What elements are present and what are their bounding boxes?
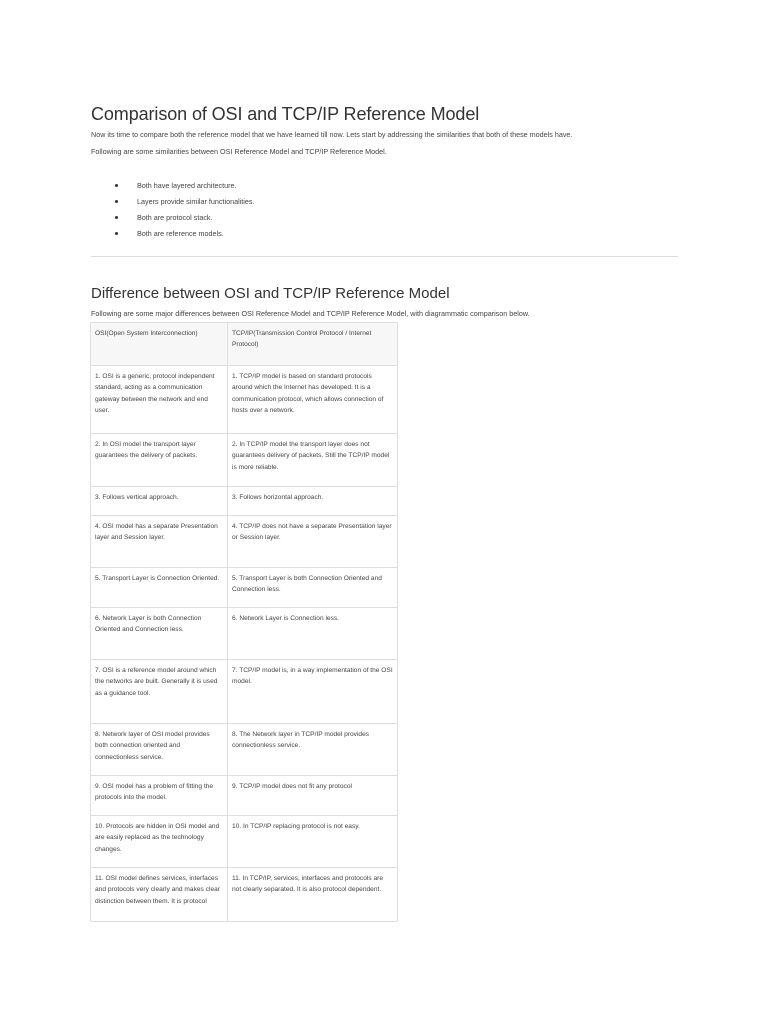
table-cell-tcpip: 2. In TCP/IP model the transport layer does not guarantees delivery of packets. Still the TCP/IP model is more reliable. xyxy=(228,434,398,487)
divider xyxy=(91,256,678,257)
intro-paragraph-1: Now its time to compare both the reference model that we have learned till now. Lets start by addressing the similarities that both of these models have. xyxy=(91,130,573,139)
bullet-icon xyxy=(115,232,118,235)
table-row xyxy=(91,516,398,568)
list-item xyxy=(91,210,254,226)
table-cell-osi: 11. OSI model defines services, interfaces and protocols very clearly and makes clear distinction between them. It is protocol xyxy=(91,868,228,922)
comparison-table xyxy=(90,322,398,922)
table-row xyxy=(91,568,398,608)
list-item xyxy=(91,226,254,242)
table-cell-tcpip: 11. In TCP/IP, services, interfaces and protocols are not clearly separated. It is also protocol dependent. xyxy=(228,868,398,922)
table-cell-osi: 9. OSI model has a problem of fitting the protocols into the model. xyxy=(91,776,228,816)
table-cell-tcpip: 5. Transport Layer is both Connection Oriented and Connection less. xyxy=(228,568,398,608)
table-cell-tcpip: 6. Network Layer is Connection less. xyxy=(228,608,398,660)
table-cell-tcpip: 8. The Network layer in TCP/IP model provides connectionless service. xyxy=(228,724,398,776)
table-cell-osi: 8. Network layer of OSI model provides both connection oriented and connectionless service. xyxy=(91,724,228,776)
list-item xyxy=(91,178,254,194)
table-cell-osi: 4. OSI model has a separate Presentation layer and Session layer. xyxy=(91,516,228,568)
table-row xyxy=(91,776,398,816)
table-cell-osi: 10. Protocols are hidden in OSI model and are easily replaced as the technology changes. xyxy=(91,816,228,868)
table-row xyxy=(91,724,398,776)
table-header-osi: OSI(Open System Interconnection) xyxy=(91,323,228,366)
table-header-row xyxy=(91,323,398,366)
table-row xyxy=(91,868,398,922)
table-cell-osi: 6. Network Layer is both Connection Oriented and Connection less. xyxy=(91,608,228,660)
bullet-icon xyxy=(115,200,118,203)
list-item-text: Both are protocol stack. xyxy=(137,213,213,222)
table-cell-tcpip: 7. TCP/IP model is, in a way implementation of the OSI model. xyxy=(228,660,398,724)
list-item-text: Both have layered architecture. xyxy=(137,181,237,190)
table-cell-tcpip: 1. TCP/IP model is based on standard protocols around which the Internet has developed. It is a communication protocol, which allows connection of hosts over a network. xyxy=(228,366,398,434)
section-intro: Following are some major differences between OSI Reference Model and TCP/IP Reference Model, with diagrammatic comparison below. xyxy=(91,309,530,318)
table-cell-tcpip: 9. TCP/IP model does not fit any protocol xyxy=(228,776,398,816)
table-cell-osi: 7. OSI is a reference model around which the networks are built. Generally it is used as a guidance tool. xyxy=(91,660,228,724)
bullet-icon xyxy=(115,184,118,187)
page-title: Comparison of OSI and TCP/IP Reference Model xyxy=(91,104,480,124)
table-row xyxy=(91,434,398,487)
section-title: Difference between OSI and TCP/IP Reference Model xyxy=(91,285,450,302)
list-item-text: Both are reference models. xyxy=(137,229,224,238)
table-row xyxy=(91,487,398,516)
table-row xyxy=(91,366,398,434)
table-cell-tcpip: 3. Follows horizontal approach. xyxy=(228,487,398,516)
similarities-list xyxy=(91,178,254,242)
table-row xyxy=(91,608,398,660)
table-cell-osi: 1. OSI is a generic, protocol independent standard, acting as a communication gateway between the network and end user. xyxy=(91,366,228,434)
list-item-text: Layers provide similar functionalities. xyxy=(137,197,255,206)
table-cell-osi: 2. In OSI model the transport layer guarantees the delivery of packets. xyxy=(91,434,228,487)
list-item xyxy=(91,194,254,210)
table-cell-osi: 3. Follows vertical approach. xyxy=(91,487,228,516)
table-row xyxy=(91,660,398,724)
table-cell-tcpip: 4. TCP/IP does not have a separate Presentation layer or Session layer. xyxy=(228,516,398,568)
intro-paragraph-2: Following are some similarities between OSI Reference Model and TCP/IP Reference Model. xyxy=(91,147,387,156)
bullet-icon xyxy=(115,216,118,219)
table-cell-tcpip: 10. In TCP/IP replacing protocol is not easy. xyxy=(228,816,398,868)
table-row xyxy=(91,816,398,868)
table-cell-osi: 5. Transport Layer is Connection Oriented. xyxy=(91,568,228,608)
table-header-tcpip: TCP/IP(Transmission Control Protocol / Internet Protocol) xyxy=(228,323,398,366)
